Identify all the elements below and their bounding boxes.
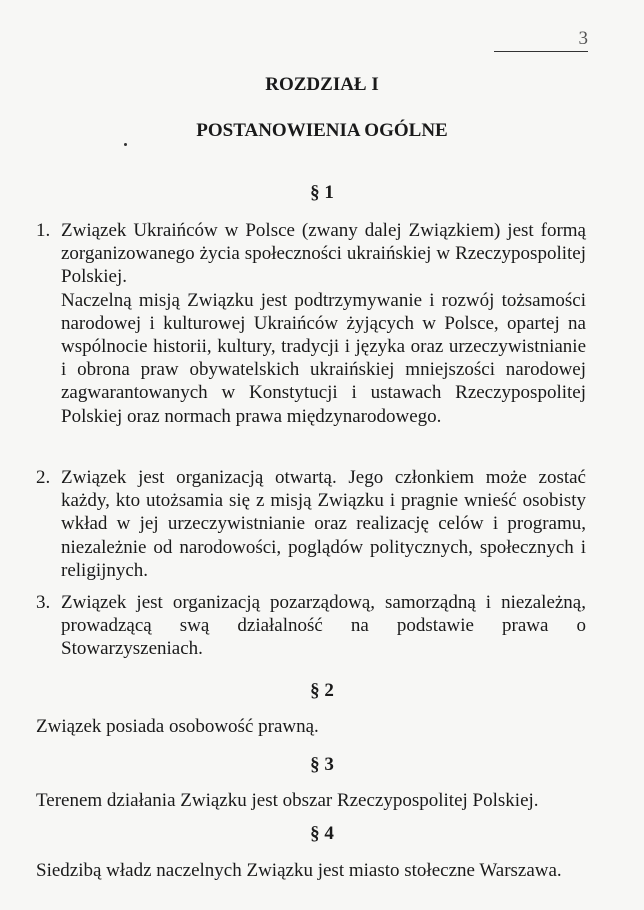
item-number: 3. [36,592,51,613]
section-heading-3: § 3 [310,754,334,775]
item-paragraph: Związek jest organizacją otwartą. Jego członkiem może zostać każdy, kto utożsamia się z misją Związku i pragnie wnieść osobisty wkład w jej urzeczywistnianie oraz realizację celów i programu, niezależnie od narodowości, poglądów politycznych, społecznych i religijnych. [61,467,586,581]
section-heading-4: § 4 [310,823,334,844]
section-1-item-2 [36,466,586,582]
section-heading-2: § 2 [310,680,334,701]
section-heading-1: § 1 [310,182,334,203]
item-paragraph: Związek jest organizacją pozarządową, samorządną i niezależną, prowadzącą swą działalność na podstawie prawa o Stowarzyszeniach. [61,592,586,660]
item-paragraph: Związek Ukraińców w Polsce (zwany dalej Związkiem) jest formą zorganizowanego życia społeczności ukraińskiej w Rzeczypospolitej Polskiej. [61,220,586,288]
item-paragraph: Naczelną misją Związku jest podtrzymywanie i rozwój tożsamości narodowej i kulturowej Ukraińców żyjących w Polsce, opartej na wspólnocie historii, kultury, tradycji i języka oraz urzeczywistnianie i obrona praw obywatelskich ukraińskiej mniejszości narodowej zagwarantowanych w Konstytucji i ustawach Rzeczypospolitej Polskiej oraz normach prawa międzynarodowego. [61,289,586,427]
page-number: 3 [494,28,588,52]
section-2-text: Związek posiada osobowość prawną. [36,716,319,737]
section-4-text: Siedzibą władz naczelnych Związku jest miasto stołeczne Warszawa. [36,860,562,881]
item-number: 1. [36,220,51,241]
section-3-text: Terenem działania Związku jest obszar Rzeczypospolitej Polskiej. [36,790,539,811]
ink-speck [124,143,127,146]
section-1-item-1 [36,219,586,428]
chapter-heading: ROZDZIAŁ I [265,74,379,95]
chapter-title: POSTANOWIENIA OGÓLNE [196,120,448,141]
item-number: 2. [36,467,51,488]
section-1-item-3 [36,591,586,661]
